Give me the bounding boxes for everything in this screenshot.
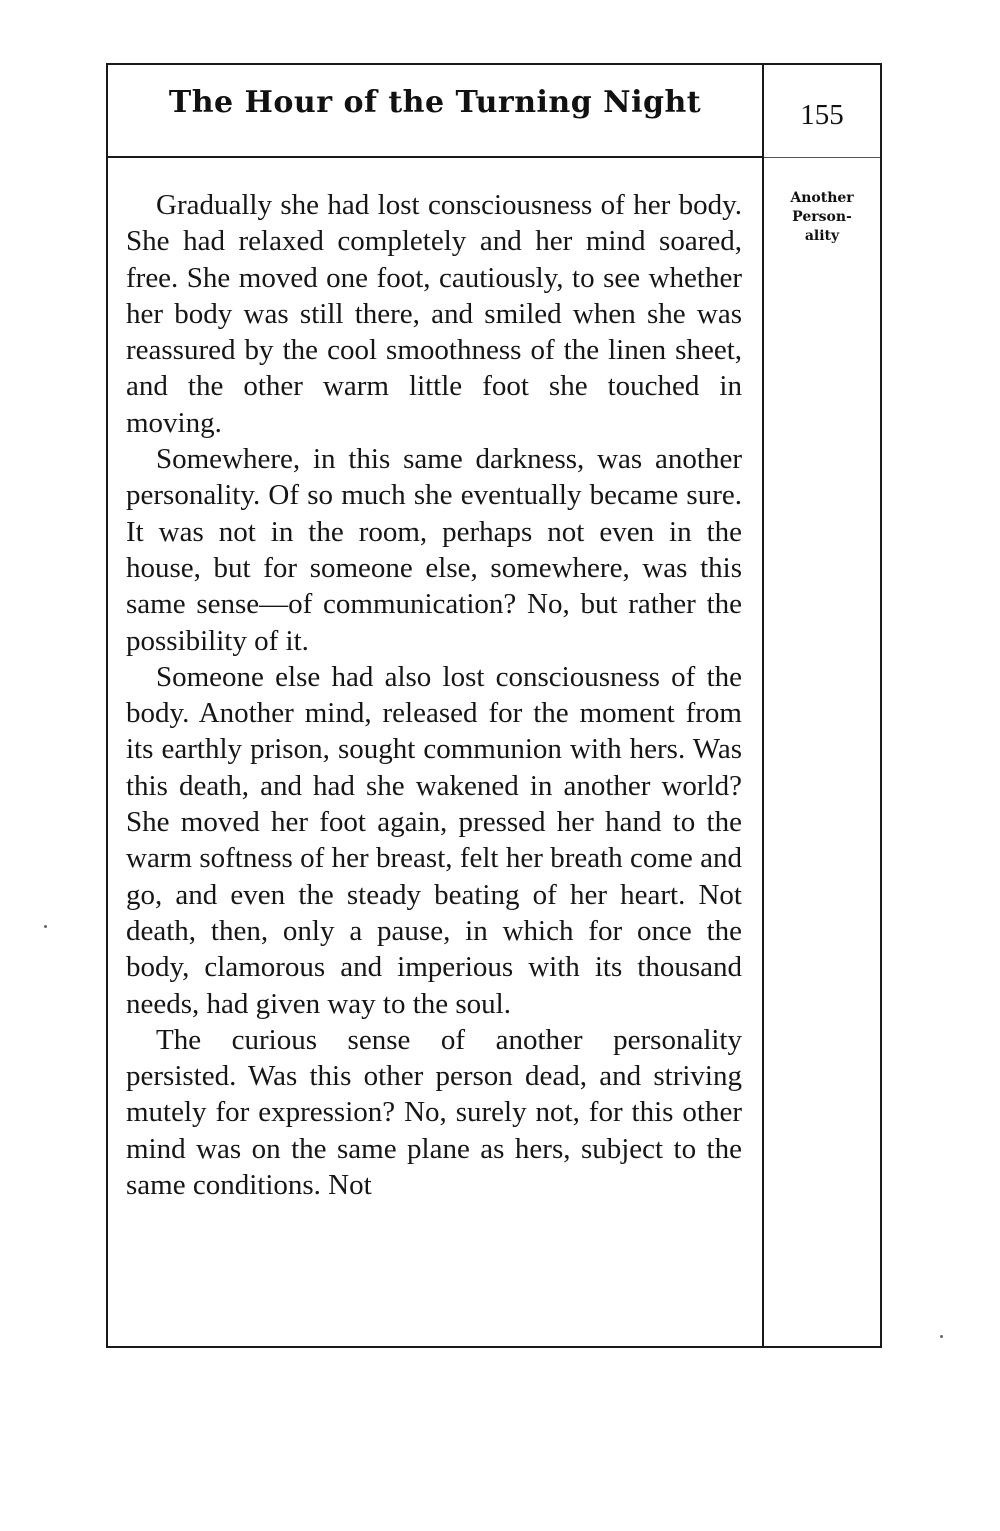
body-text <box>126 187 742 1203</box>
page-number: 155 <box>800 99 844 131</box>
paragraph: Gradually she had lost consciousness of her body. She had relaxed completely and her mind soared, free. She moved one foot, cautiously, to see whether her body was still there, and smiled when she was reassured by the cool smoothness of the linen sheet, and the other warm little foot she touched in moving. <box>126 189 742 439</box>
paragraph: Someone else had also lost consciousness of the body. Another mind, released for the moment from its earthly prison, sought communion with hers. Was this death, and had she wakened in another world? She moved her foot again, pressed her hand to the warm softness of her breast, felt her breath come and go, and even the steady beating of her heart. Not death, then, only a pause, in which for once the body, clamorous and imperious with its thousand needs, had given way to the soul. <box>126 660 742 1020</box>
margin-note <box>766 189 878 246</box>
running-head: The Hour of the Turning Night <box>168 85 702 120</box>
paragraph: The curious sense of another personality persisted. Was this other person dead, and striving mutely for expression? No, surely not, for this other mind was on the same plane as hers, subject to the same conditions. Not <box>126 1023 742 1202</box>
stray-mark <box>44 925 47 928</box>
page-frame <box>106 63 882 1348</box>
column-divider <box>762 65 764 1346</box>
paragraph: Somewhere, in this same darkness, was another personality. Of so much she eventually became sure. It was not in the room, perhaps not even in the house, but for someone else, somewhere, was this same sense—of communication? No, but rather the possibility of it. <box>126 443 742 657</box>
margin-note-line: Another <box>790 190 854 206</box>
header-rule <box>108 156 762 158</box>
stray-mark <box>940 1335 943 1338</box>
header-rule-margin <box>764 157 880 158</box>
margin-note-line: Person- <box>792 209 852 225</box>
margin-note-line: ality <box>804 228 840 244</box>
